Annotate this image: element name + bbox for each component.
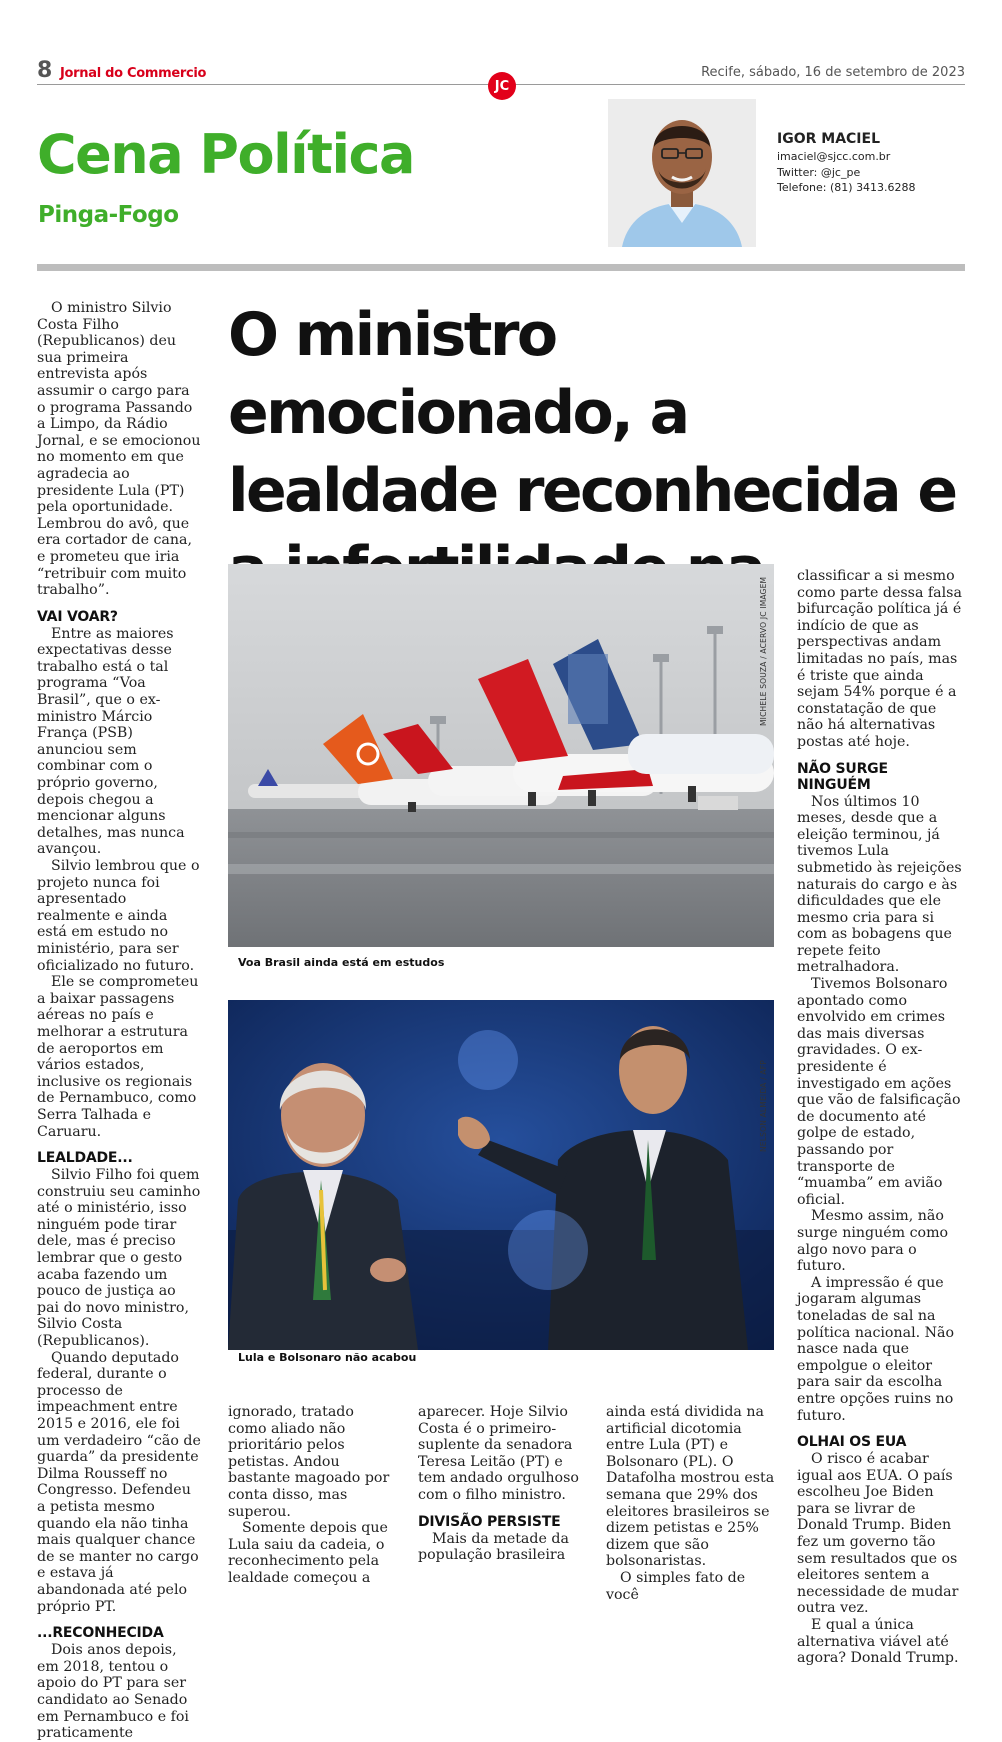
paragraph: O ministro Silvio Costa Filho (Republicanos) deu sua primeira entrevista após assumir o cargo para o programa Passando a Limpo, da Rádio Jornal, e se emocionou no momento em que agradecia ao presidente Lula (PT) pela oportunidade. Lembrou do avô, que era cortador de cana, e prometeu que iria “retribuir com muito trabalho”. (37, 300, 201, 599)
subheading-divisao-persiste: DIVISÃO PERSISTE (418, 1513, 561, 1530)
paragraph: Quando deputado federal, durante o processo de impeachment entre 2015 e 2016, ele foi um verdadeiro “cão de guarda” da presidente Dilma Rousseff no Congresso. Defendeu a petista mesmo quando ela não tinha mais qualquer chance de se manter no cargo e estava já abandonada até pelo próprio PT. (37, 1349, 201, 1615)
paragraph: A impressão é que jogaram algumas toneladas de sal na política nacional. Não nasce nada que empolgue o eleitor para sair da escolha entre opções ruins no futuro. (797, 1274, 955, 1424)
paragraph: Silvio lembrou que o projeto nunca foi apresentado realmente e ainda está em estudo no ministério, para ser oficializado no futuro. (37, 858, 200, 974)
newspaper-name: Jornal do Commercio (60, 66, 207, 81)
photo-credit-debate: NELSON ALMEIDA / AFP (759, 1060, 768, 1152)
author-avatar (608, 99, 756, 247)
paragraph: Mais da metade da população brasileira (418, 1530, 569, 1564)
section-subtitle: Pinga-Fogo (38, 202, 179, 228)
paragraph: O risco é acabar igual aos EUA. O país escolheu Joe Biden para se livrar de Donald Trump. Biden fez um governo tão sem resultados que os eleitores sentem a necessidade de mudar outra vez. (797, 1451, 959, 1617)
section-title: Cena Política (37, 123, 414, 186)
paragraph: Ele se comprometeu a baixar passagens aéreas no país e melhorar a estrutura de aeroportos em vários estados, inclusive os regionais de Pernambuco, como Serra Talhada e Caruaru. (37, 974, 199, 1140)
paragraph: Tivemos Bolsonaro apontado como envolvido em crimes das mais diversas gravidades. O ex-presidente é investigado em ações que vão de falsificação de documento até golpe de estado, passando por transporte de “muamba” em avião oficial. (797, 976, 961, 1208)
paragraph: Silvio Filho foi quem construiu seu caminho até o ministério, isso ninguém pode tirar dele, mas é preciso lembrar que o gesto acaba fazendo um pouco de justiça ao pai do novo ministro, Silvio Costa (Republicanos). (37, 1167, 201, 1350)
author-twitter[interactable]: Twitter: @jc_pe (777, 166, 861, 179)
paragraph: Nos últimos 10 meses, desde que a eleição terminou, já tivemos Lula submetido às rejeições naturais do cargo e às dificuldades que ele mesmo cria para si com as bobagens que repete feito metralhadora. (797, 793, 962, 976)
dateline: Recife, sábado, 16 de setembro de 2023 (701, 65, 965, 80)
paragraph: Somente depois que Lula saiu da cadeia, o reconhecimento pela lealdade começou a (228, 1520, 388, 1586)
section-divider (37, 264, 965, 271)
paragraph: aparecer. Hoje Silvio Costa é o primeiro-suplente da senadora Teresa Leitão (PT) e tem andado orgulhoso com o filho ministro. (418, 1404, 579, 1503)
paragraph: Dois anos depois, em 2018, tentou o apoio do PT para ser candidato ao Senado em Pernambuco e foi praticamente (37, 1642, 189, 1742)
subheading-reconhecida: ...RECONHECIDA (37, 1625, 164, 1642)
author-name: IGOR MACIEL (777, 131, 880, 147)
paragraph: ignorado, tratado como aliado não prioritário pelos petistas. Andou bastante magoado por conta disso, mas superou. (228, 1404, 390, 1520)
airport-photo-image (228, 564, 774, 947)
photo-airport (228, 564, 774, 947)
photo-credit-airport: MICHELE SOUZA / ACERVO JC IMAGEM (759, 576, 768, 726)
column-1 (37, 300, 201, 1742)
subheading-lealdade: LEALDADE... (37, 1150, 133, 1167)
paragraph: O simples fato de você (606, 1569, 746, 1603)
column-4 (606, 1404, 776, 1603)
paragraph: E qual a única alternativa viável até agora? Donald Trump. (797, 1617, 959, 1667)
column-5 (797, 568, 965, 1667)
photo-lula-bolsonaro (228, 1000, 774, 1350)
column-2 (228, 1404, 396, 1587)
paragraph: classificar a si mesmo como parte dessa falsa bifurcação política já é indício de que as perspectivas andam limitadas no país, mas é triste que ainda sejam 54% porque é a constatação de que não há alternativas postas até hoje. (797, 568, 962, 750)
headline: O ministro emocionado, a lealdade reconhecida e (228, 300, 956, 526)
jc-logo: JC (488, 72, 516, 100)
subheading-vai-voar: VAI VOAR? (37, 608, 118, 625)
photo-caption-airport: Voa Brasil ainda está em estudos (238, 956, 445, 969)
paragraph: Entre as maiores expectativas desse trabalho está o tal programa “Voa Brasil”, que o ex-ministro Márcio França (PSB) anunciou sem combinar com o próprio governo, depois chegou a mencionar alguns detalhes, mas nunca avançou. (37, 625, 185, 858)
author-phone: Telefone: (81) 3413.6288 (777, 181, 916, 194)
column-3 (418, 1404, 584, 1564)
photo-caption-debate: Lula e Bolsonaro não acabou (238, 1351, 417, 1364)
author-portrait-image (608, 99, 756, 247)
page-number: 8 (37, 58, 53, 83)
subheading-olhai-os-eua: OLHAI OS EUA (797, 1434, 907, 1451)
author-email[interactable]: imaciel@sjcc.com.br (777, 150, 891, 163)
paragraph: Mesmo assim, não surge ninguém como algo novo para o futuro. (797, 1208, 949, 1275)
subheading-nao-surge-ninguem: NÃO SURGE NINGUÉM (797, 760, 888, 793)
debate-photo-image (228, 1000, 774, 1350)
paragraph: ainda está dividida na artificial dicotomia entre Lula (PT) e Bolsonaro (PL). O Datafolha mostrou esta semana que 29% dos eleitores brasileiros se dizem petistas e 25% dizem que são bolsonaristas. (606, 1404, 775, 1570)
